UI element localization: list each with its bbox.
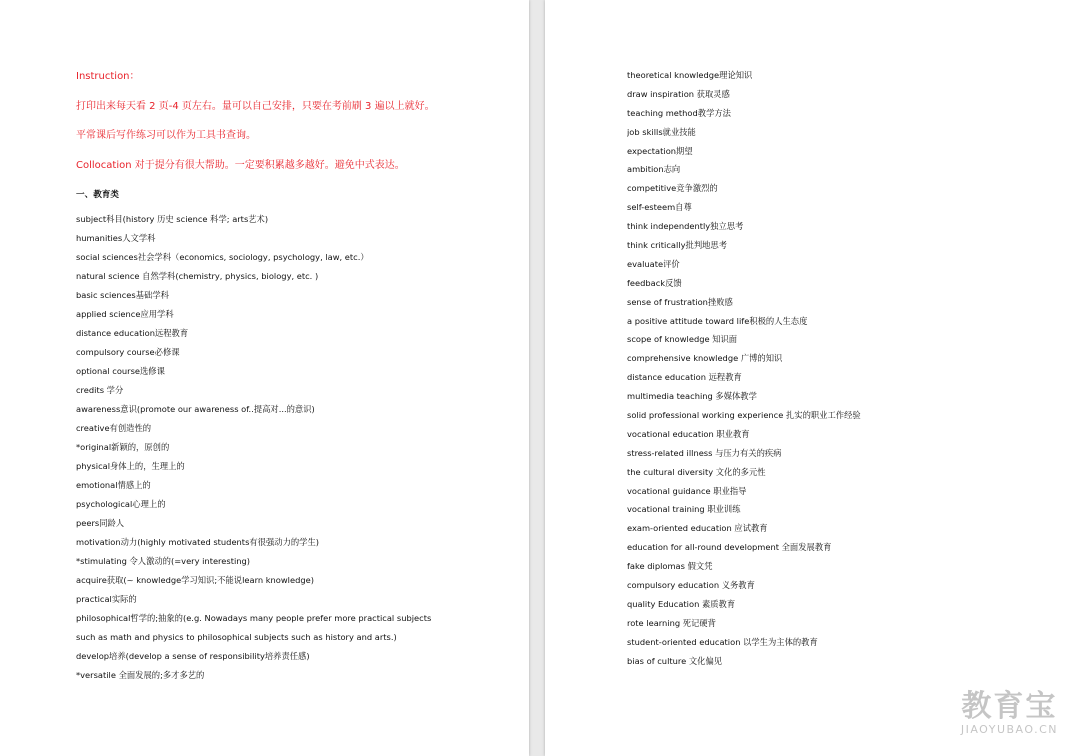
- vocab-entry: practical实际的: [76, 594, 137, 604]
- vocab-entry: *versatile 全面发展的;多才多艺的: [76, 670, 205, 680]
- vocab-entry: think independently独立思考: [627, 221, 744, 232]
- vocab-entry: optional course选修课: [76, 366, 165, 376]
- vocab-entry: acquire获取(~ knowledge学习知识;不能说learn knowledge): [76, 575, 314, 585]
- vocab-entry: job skills就业技能: [627, 126, 696, 137]
- instruction-heading: Instruction：: [76, 71, 140, 82]
- vocab-entry: credits 学分: [76, 385, 124, 395]
- instruction-line: 平常课后写作练习可以作为工具书查询。: [76, 130, 256, 141]
- vocab-entry: ambition志向: [627, 164, 681, 175]
- vocab-entry: subject科目(history 历史 science 科学; arts艺术): [76, 214, 269, 224]
- vocab-entry: humanities人文学科: [76, 233, 156, 243]
- vocab-entry: scope of knowledge 知识面: [627, 334, 738, 345]
- vocab-entry: such as math and physics to philosophical subjects such as history and arts.): [76, 632, 397, 642]
- vocab-entry: develop培养(develop a sense of responsibility培养责任感): [76, 651, 310, 661]
- vocab-entry: exam-oriented education 应试教育: [627, 523, 768, 534]
- vocab-entry: education for all-round development 全面发展教育: [627, 542, 832, 553]
- vocab-entry: fake diplomas 假文凭: [627, 561, 713, 572]
- vocab-entry: awareness意识(promote our awareness of..提高对...的意识): [76, 404, 315, 414]
- vocab-entry: vocational education 职业教育: [627, 428, 750, 439]
- vocab-entry: stress-related illness 与压力有关的疾病: [627, 447, 782, 458]
- vocab-entry: draw inspiration 获取灵感: [627, 88, 730, 99]
- right-column: [627, 66, 1067, 671]
- vocab-entry: physical身体上的，生理上的: [76, 461, 185, 471]
- vocab-entry: compulsory education 义务教育: [627, 580, 755, 591]
- vocab-entry: student-oriented education 以学生为主体的教育: [627, 636, 818, 647]
- left-column: [76, 62, 516, 685]
- vocab-entry: bias of culture 文化偏见: [627, 655, 723, 666]
- vocab-entry: the cultural diversity 文化的多元性: [627, 466, 766, 477]
- vocab-entry: competitive竞争激烈的: [627, 183, 718, 194]
- watermark-en: JIAOYUBAO.CN: [960, 723, 1058, 736]
- document-page-right: [545, 0, 1080, 756]
- vocab-entry: solid professional working experience 扎实的职业工作经验: [627, 410, 861, 421]
- vocab-entry: social sciences社会学科（economics, sociology, psychology, law, etc.）: [76, 252, 369, 262]
- vocab-entry: *stimulating 令人激动的(=very interesting): [76, 556, 251, 566]
- vocab-entry: distance education远程教育: [76, 328, 189, 338]
- vocab-entry: philosophical哲学的;抽象的(e.g. Nowadays many people prefer more practical subjects: [76, 613, 432, 623]
- vocab-entry: vocational training 职业训练: [627, 504, 741, 515]
- vocab-entry: teaching method教学方法: [627, 107, 731, 118]
- vocab-entry: self-esteem自尊: [627, 202, 692, 213]
- vocab-list-left: [76, 210, 516, 685]
- vocab-entry: multimedia teaching 多媒体教学: [627, 391, 757, 402]
- watermark-logo: [961, 691, 1058, 736]
- vocab-entry: quality Education 素质教育: [627, 598, 736, 609]
- vocab-entry: comprehensive knowledge 广博的知识: [627, 353, 783, 364]
- document-page-left: [0, 0, 529, 756]
- vocab-entry: creative有创造性的: [76, 423, 152, 433]
- vocab-entry: sense of frustration挫败感: [627, 296, 733, 307]
- vocab-entry: a positive attitude toward life积极的人生态度: [627, 315, 808, 326]
- vocab-entry: natural science 自然学科(chemistry, physics, biology, etc. ): [76, 271, 319, 281]
- vocab-entry: evaluate评价: [627, 258, 680, 269]
- vocab-entry: expectation期望: [627, 145, 693, 156]
- instruction-line: 打印出来每天看 2 页-4 页左右。量可以自己安排，只要在考前刷 3 遍以上就好。: [76, 100, 435, 112]
- vocab-entry: compulsory course必修课: [76, 347, 180, 357]
- watermark-cn: 教育宝: [961, 689, 1058, 724]
- vocab-entry: theoretical knowledge理论知识: [627, 70, 753, 80]
- vocab-entry: *original新颖的，原创的: [76, 442, 170, 452]
- vocab-entry: basic sciences基础学科: [76, 290, 169, 300]
- vocab-entry: think critically批判地思考: [627, 240, 728, 251]
- vocab-entry: motivation动力(highly motivated students有很强动力的学生): [76, 537, 320, 547]
- vocab-entry: distance education 远程教育: [627, 372, 742, 383]
- vocab-entry: peers同龄人: [76, 518, 125, 528]
- instruction-line: Collocation 对于提分有很大帮助。一定要积累越多越好。避免中式表达。: [76, 159, 405, 171]
- vocab-entry: vocational guidance 职业指导: [627, 485, 747, 496]
- vocab-entry: psychological心理上的: [76, 499, 166, 509]
- vocab-entry: emotional情感上的: [76, 480, 151, 490]
- vocab-entry: applied science应用学科: [76, 309, 174, 319]
- vocab-list-right: [627, 66, 1067, 671]
- vocab-entry: rote learning 死记硬背: [627, 617, 716, 628]
- vocab-entry: feedback反馈: [627, 277, 682, 288]
- section-title: 一、教育类: [76, 190, 119, 200]
